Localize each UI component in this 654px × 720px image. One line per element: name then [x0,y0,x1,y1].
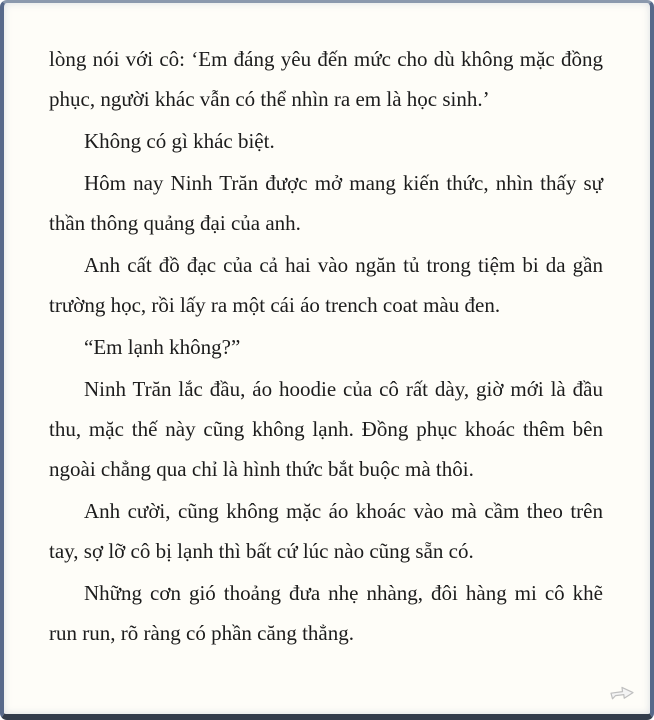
paragraph: Anh cất đồ đạc của cả hai vào ngăn tủ trong tiệm bi da gần trường học, rồi lấy ra một cái áo trench coat màu đen. [49,253,603,317]
page-text [4,3,650,653]
paragraph: Không có gì khác biệt. [84,129,275,153]
paragraph: Hôm nay Ninh Trăn được mở mang kiến thức, nhìn thấy sự thần thông quảng đại của anh. [49,171,603,235]
page-forward-arrow-glyph [608,684,636,704]
paragraph: “Em lạnh không?” [84,335,241,359]
paragraph: lòng nói với cô: ‘Em đáng yêu đến mức cho dù không mặc đồng phục, người khác vẫn có thể nhìn ra em là học sinh.’ [49,47,603,111]
paragraph: Anh cười, cũng không mặc áo khoác vào mà cầm theo trên tay, sợ lỡ cô bị lạnh thì bất cứ lúc nào cũng sẵn có. [49,499,603,563]
paragraph: Những cơn gió thoảng đưa nhẹ nhàng, đôi hàng mi cô khẽ run run, rõ ràng có phần căng thẳng. [49,581,603,645]
page-forward-arrow-icon[interactable] [608,684,636,704]
paragraph: Ninh Trăn lắc đầu, áo hoodie của cô rất dày, giờ mới là đầu thu, mặc thế này cũng không lạnh. Đồng phục khoác thêm bên ngoài chẳng qua chỉ là hình thức bắt buộc mà thôi. [49,377,603,481]
